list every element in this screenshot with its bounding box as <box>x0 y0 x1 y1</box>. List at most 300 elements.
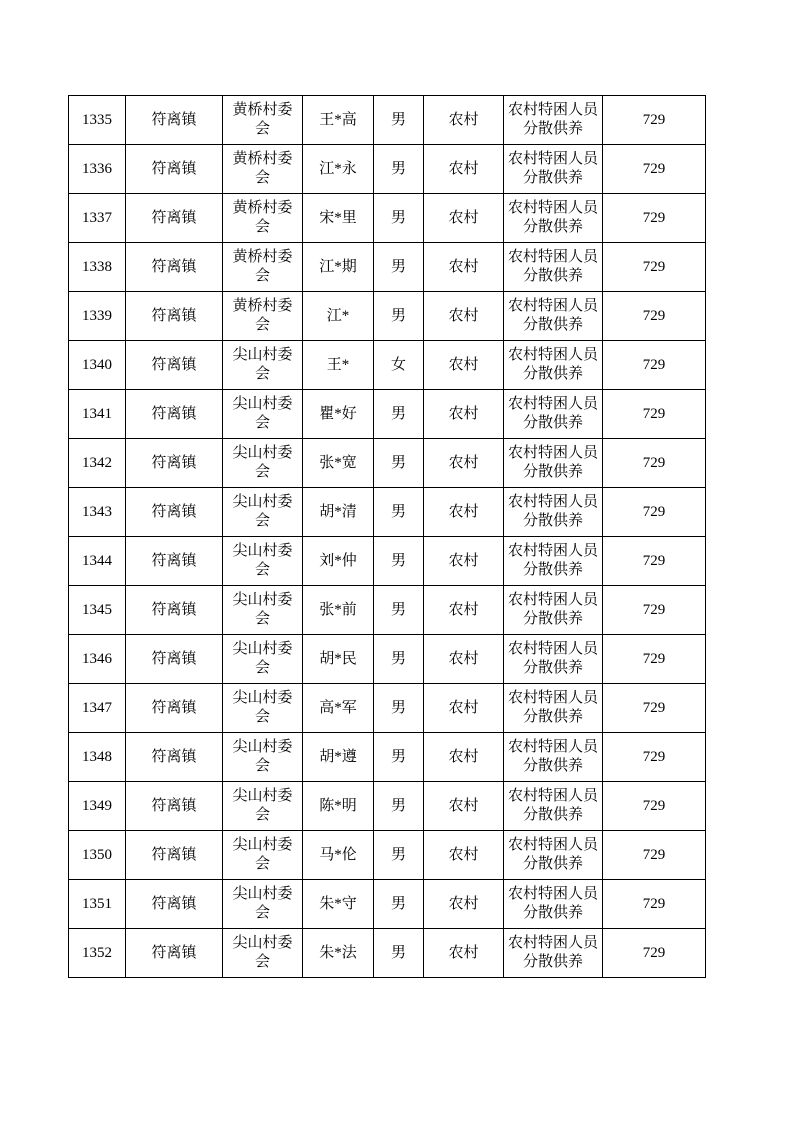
cell-text: 农村特困人员分散供养 <box>507 886 598 921</box>
cell-text: 男 <box>390 405 406 422</box>
cell-index <box>69 880 126 929</box>
cell-village <box>223 782 303 831</box>
cell-gender <box>374 439 424 488</box>
cell-gender <box>374 831 424 880</box>
cell-region <box>424 782 504 831</box>
cell-text: 符离镇 <box>151 699 197 716</box>
cell-category <box>504 831 603 880</box>
cell-text: 王*高 <box>319 111 357 128</box>
cell-text: 农村 <box>448 895 479 912</box>
cell-category <box>504 537 603 586</box>
cell-category <box>504 929 603 978</box>
cell-index <box>69 145 126 194</box>
cell-category <box>504 439 603 488</box>
cell-text: 农村 <box>448 356 479 373</box>
cell-village <box>223 733 303 782</box>
cell-gender <box>374 880 424 929</box>
cell-text: 符离镇 <box>151 503 197 520</box>
cell-amount <box>603 684 706 733</box>
cell-region <box>424 929 504 978</box>
cell-gender <box>374 145 424 194</box>
cell-gender <box>374 782 424 831</box>
cell-text: 黄桥村委会 <box>232 298 293 333</box>
cell-text: 尖山村委会 <box>232 641 293 676</box>
cell-town <box>126 292 223 341</box>
cell-gender <box>374 733 424 782</box>
cell-region <box>424 880 504 929</box>
cell-text: 男 <box>390 552 406 569</box>
cell-village <box>223 341 303 390</box>
cell-town <box>126 880 223 929</box>
table-row <box>69 635 706 684</box>
cell-text: 尖山村委会 <box>232 445 293 480</box>
cell-text: 农村 <box>448 699 479 716</box>
cell-text: 1346 <box>82 650 112 667</box>
cell-town <box>126 635 223 684</box>
cell-text: 1340 <box>82 356 112 373</box>
cell-text: 宋*里 <box>319 209 357 226</box>
cell-town <box>126 537 223 586</box>
cell-text: 符离镇 <box>151 209 197 226</box>
table-row <box>69 929 706 978</box>
cell-text: 符离镇 <box>151 160 197 177</box>
cell-index <box>69 439 126 488</box>
cell-text: 符离镇 <box>151 797 197 814</box>
cell-text: 1337 <box>82 209 112 226</box>
cell-category <box>504 341 603 390</box>
cell-text: 符离镇 <box>151 405 197 422</box>
cell-text: 农村 <box>448 209 479 226</box>
cell-text: 农村 <box>448 797 479 814</box>
cell-town <box>126 145 223 194</box>
cell-text: 农村特困人员分散供养 <box>507 347 598 382</box>
cell-name <box>303 537 374 586</box>
cell-region <box>424 684 504 733</box>
cell-text: 729 <box>642 356 666 373</box>
cell-text: 1343 <box>82 503 112 520</box>
cell-text: 1341 <box>82 405 112 422</box>
cell-amount <box>603 194 706 243</box>
cell-index <box>69 341 126 390</box>
cell-region <box>424 733 504 782</box>
cell-text: 符离镇 <box>151 944 197 961</box>
cell-text: 男 <box>390 160 406 177</box>
cell-text: 江* <box>326 307 350 324</box>
cell-amount <box>603 537 706 586</box>
cell-text: 农村特困人员分散供养 <box>507 102 598 137</box>
cell-region <box>424 96 504 145</box>
cell-town <box>126 96 223 145</box>
cell-region <box>424 292 504 341</box>
cell-town <box>126 586 223 635</box>
cell-category <box>504 96 603 145</box>
cell-text: 农村 <box>448 111 479 128</box>
cell-village <box>223 684 303 733</box>
cell-town <box>126 733 223 782</box>
cell-text: 尖山村委会 <box>232 543 293 578</box>
table-row <box>69 194 706 243</box>
cell-text: 729 <box>642 405 666 422</box>
cell-text: 符离镇 <box>151 258 197 275</box>
cell-text: 农村 <box>448 601 479 618</box>
cell-text: 符离镇 <box>151 454 197 471</box>
cell-text: 符离镇 <box>151 650 197 667</box>
cell-index <box>69 390 126 439</box>
cell-text: 729 <box>642 797 666 814</box>
table-row <box>69 831 706 880</box>
cell-text: 尖山村委会 <box>232 739 293 774</box>
cell-name <box>303 782 374 831</box>
cell-name <box>303 586 374 635</box>
cell-text: 男 <box>390 846 406 863</box>
cell-text: 农村 <box>448 405 479 422</box>
table-row <box>69 880 706 929</box>
cell-text: 江*期 <box>319 258 357 275</box>
cell-text: 1347 <box>82 699 112 716</box>
cell-text: 729 <box>642 307 666 324</box>
cell-text: 农村特困人员分散供养 <box>507 151 598 186</box>
cell-name <box>303 292 374 341</box>
cell-gender <box>374 635 424 684</box>
cell-text: 符离镇 <box>151 356 197 373</box>
cell-text: 农村 <box>448 846 479 863</box>
cell-text: 农村特困人员分散供养 <box>507 690 598 725</box>
cell-text: 729 <box>642 748 666 765</box>
cell-village <box>223 537 303 586</box>
cell-region <box>424 488 504 537</box>
cell-region <box>424 341 504 390</box>
cell-text: 1345 <box>82 601 112 618</box>
cell-category <box>504 145 603 194</box>
cell-text: 尖山村委会 <box>232 494 293 529</box>
table-body <box>69 96 706 978</box>
cell-village <box>223 145 303 194</box>
cell-village <box>223 390 303 439</box>
cell-text: 符离镇 <box>151 111 197 128</box>
cell-text: 黄桥村委会 <box>232 102 293 137</box>
cell-gender <box>374 390 424 439</box>
cell-text: 1351 <box>82 895 112 912</box>
cell-town <box>126 782 223 831</box>
cell-text: 农村 <box>448 944 479 961</box>
cell-region <box>424 439 504 488</box>
cell-text: 农村特困人员分散供养 <box>507 445 598 480</box>
cell-text: 农村 <box>448 160 479 177</box>
cell-region <box>424 586 504 635</box>
cell-index <box>69 292 126 341</box>
cell-amount <box>603 96 706 145</box>
cell-text: 符离镇 <box>151 552 197 569</box>
table-row <box>69 782 706 831</box>
cell-text: 农村特困人员分散供养 <box>507 298 598 333</box>
cell-category <box>504 488 603 537</box>
cell-text: 尖山村委会 <box>232 592 293 627</box>
cell-index <box>69 586 126 635</box>
cell-text: 符离镇 <box>151 601 197 618</box>
table-row <box>69 439 706 488</box>
cell-text: 朱*守 <box>319 895 357 912</box>
cell-category <box>504 782 603 831</box>
cell-text: 农村特困人员分散供养 <box>507 396 598 431</box>
cell-text: 尖山村委会 <box>232 396 293 431</box>
cell-name <box>303 488 374 537</box>
cell-text: 1350 <box>82 846 112 863</box>
cell-town <box>126 831 223 880</box>
cell-text: 男 <box>390 111 406 128</box>
cell-amount <box>603 733 706 782</box>
cell-region <box>424 390 504 439</box>
cell-village <box>223 929 303 978</box>
cell-text: 王* <box>326 356 350 373</box>
cell-village <box>223 243 303 292</box>
cell-index <box>69 488 126 537</box>
cell-text: 农村特困人员分散供养 <box>507 739 598 774</box>
table-row <box>69 292 706 341</box>
cell-text: 农村 <box>448 503 479 520</box>
cell-village <box>223 880 303 929</box>
cell-text: 农村 <box>448 258 479 275</box>
cell-text: 729 <box>642 699 666 716</box>
cell-text: 农村特困人员分散供养 <box>507 788 598 823</box>
cell-index <box>69 782 126 831</box>
cell-text: 高*军 <box>319 699 357 716</box>
cell-index <box>69 635 126 684</box>
cell-text: 农村 <box>448 552 479 569</box>
cell-gender <box>374 96 424 145</box>
cell-index <box>69 96 126 145</box>
cell-text: 尖山村委会 <box>232 837 293 872</box>
cell-town <box>126 488 223 537</box>
cell-amount <box>603 929 706 978</box>
cell-amount <box>603 243 706 292</box>
cell-text: 729 <box>642 111 666 128</box>
cell-gender <box>374 341 424 390</box>
cell-text: 729 <box>642 846 666 863</box>
cell-text: 胡*遵 <box>319 748 357 765</box>
table-row <box>69 96 706 145</box>
cell-text: 1342 <box>82 454 112 471</box>
cell-village <box>223 194 303 243</box>
cell-category <box>504 586 603 635</box>
cell-text: 瞿*好 <box>319 405 357 422</box>
cell-village <box>223 635 303 684</box>
table-row <box>69 243 706 292</box>
cell-name <box>303 929 374 978</box>
cell-text: 尖山村委会 <box>232 690 293 725</box>
cell-text: 朱*法 <box>319 944 357 961</box>
cell-text: 1352 <box>82 944 112 961</box>
cell-amount <box>603 635 706 684</box>
cell-name <box>303 733 374 782</box>
table-row <box>69 145 706 194</box>
cell-text: 729 <box>642 503 666 520</box>
cell-text: 尖山村委会 <box>232 935 293 970</box>
beneficiary-table <box>68 95 706 978</box>
cell-name <box>303 635 374 684</box>
cell-town <box>126 929 223 978</box>
cell-text: 1338 <box>82 258 112 275</box>
cell-name <box>303 341 374 390</box>
cell-text: 农村特困人员分散供养 <box>507 837 598 872</box>
cell-text: 符离镇 <box>151 748 197 765</box>
cell-text: 男 <box>390 454 406 471</box>
cell-amount <box>603 880 706 929</box>
cell-amount <box>603 145 706 194</box>
cell-text: 农村 <box>448 307 479 324</box>
cell-text: 729 <box>642 258 666 275</box>
cell-text: 黄桥村委会 <box>232 151 293 186</box>
cell-text: 男 <box>390 601 406 618</box>
cell-category <box>504 194 603 243</box>
cell-amount <box>603 831 706 880</box>
cell-text: 729 <box>642 601 666 618</box>
cell-village <box>223 96 303 145</box>
cell-category <box>504 684 603 733</box>
cell-index <box>69 831 126 880</box>
cell-region <box>424 145 504 194</box>
cell-category <box>504 733 603 782</box>
cell-text: 1344 <box>82 552 112 569</box>
cell-gender <box>374 586 424 635</box>
cell-region <box>424 831 504 880</box>
cell-text: 符离镇 <box>151 895 197 912</box>
cell-text: 男 <box>390 797 406 814</box>
cell-name <box>303 684 374 733</box>
cell-amount <box>603 782 706 831</box>
cell-text: 男 <box>390 307 406 324</box>
cell-category <box>504 635 603 684</box>
cell-name <box>303 96 374 145</box>
cell-index <box>69 243 126 292</box>
cell-town <box>126 684 223 733</box>
cell-amount <box>603 586 706 635</box>
cell-region <box>424 243 504 292</box>
cell-text: 黄桥村委会 <box>232 200 293 235</box>
table-row <box>69 390 706 439</box>
cell-text: 农村 <box>448 454 479 471</box>
cell-village <box>223 488 303 537</box>
cell-name <box>303 243 374 292</box>
cell-region <box>424 194 504 243</box>
cell-text: 黄桥村委会 <box>232 249 293 284</box>
cell-category <box>504 880 603 929</box>
cell-text: 729 <box>642 160 666 177</box>
cell-text: 女 <box>390 356 406 373</box>
cell-region <box>424 635 504 684</box>
cell-text: 1349 <box>82 797 112 814</box>
cell-text: 男 <box>390 258 406 275</box>
cell-town <box>126 194 223 243</box>
cell-amount <box>603 439 706 488</box>
cell-text: 男 <box>390 650 406 667</box>
cell-town <box>126 390 223 439</box>
cell-text: 1339 <box>82 307 112 324</box>
table-row <box>69 488 706 537</box>
cell-text: 符离镇 <box>151 846 197 863</box>
cell-amount <box>603 341 706 390</box>
cell-text: 农村特困人员分散供养 <box>507 494 598 529</box>
cell-village <box>223 439 303 488</box>
cell-gender <box>374 684 424 733</box>
cell-text: 尖山村委会 <box>232 886 293 921</box>
cell-gender <box>374 194 424 243</box>
cell-text: 729 <box>642 209 666 226</box>
cell-text: 胡*民 <box>319 650 357 667</box>
cell-town <box>126 341 223 390</box>
cell-index <box>69 194 126 243</box>
cell-text: 男 <box>390 209 406 226</box>
cell-text: 尖山村委会 <box>232 788 293 823</box>
cell-text: 农村特困人员分散供养 <box>507 935 598 970</box>
table-row <box>69 684 706 733</box>
cell-text: 张*前 <box>319 601 357 618</box>
cell-text: 729 <box>642 895 666 912</box>
cell-text: 刘*仲 <box>319 552 357 569</box>
cell-name <box>303 145 374 194</box>
cell-text: 农村 <box>448 748 479 765</box>
cell-text: 胡*清 <box>319 503 357 520</box>
cell-text: 张*宽 <box>319 454 357 471</box>
table-row <box>69 341 706 390</box>
table-row <box>69 733 706 782</box>
cell-text: 729 <box>642 944 666 961</box>
cell-text: 男 <box>390 699 406 716</box>
table-row <box>69 537 706 586</box>
table-row <box>69 586 706 635</box>
cell-gender <box>374 537 424 586</box>
cell-text: 陈*明 <box>319 797 357 814</box>
cell-region <box>424 537 504 586</box>
cell-name <box>303 390 374 439</box>
cell-text: 男 <box>390 748 406 765</box>
cell-name <box>303 439 374 488</box>
cell-text: 江*永 <box>319 160 357 177</box>
cell-text: 男 <box>390 895 406 912</box>
cell-text: 729 <box>642 454 666 471</box>
cell-category <box>504 390 603 439</box>
cell-index <box>69 537 126 586</box>
cell-name <box>303 880 374 929</box>
cell-name <box>303 194 374 243</box>
cell-gender <box>374 488 424 537</box>
cell-gender <box>374 929 424 978</box>
cell-amount <box>603 292 706 341</box>
cell-index <box>69 733 126 782</box>
cell-text: 马*伦 <box>319 846 357 863</box>
cell-text: 农村特困人员分散供养 <box>507 200 598 235</box>
cell-name <box>303 831 374 880</box>
cell-town <box>126 439 223 488</box>
cell-index <box>69 684 126 733</box>
cell-amount <box>603 488 706 537</box>
cell-text: 农村特困人员分散供养 <box>507 641 598 676</box>
cell-town <box>126 243 223 292</box>
cell-gender <box>374 292 424 341</box>
cell-text: 729 <box>642 552 666 569</box>
cell-text: 尖山村委会 <box>232 347 293 382</box>
cell-text: 农村 <box>448 650 479 667</box>
cell-text: 1336 <box>82 160 112 177</box>
cell-index <box>69 929 126 978</box>
cell-text: 农村特困人员分散供养 <box>507 249 598 284</box>
cell-text: 农村特困人员分散供养 <box>507 592 598 627</box>
cell-text: 男 <box>390 944 406 961</box>
cell-text: 符离镇 <box>151 307 197 324</box>
cell-gender <box>374 243 424 292</box>
cell-village <box>223 831 303 880</box>
cell-text: 男 <box>390 503 406 520</box>
cell-category <box>504 243 603 292</box>
